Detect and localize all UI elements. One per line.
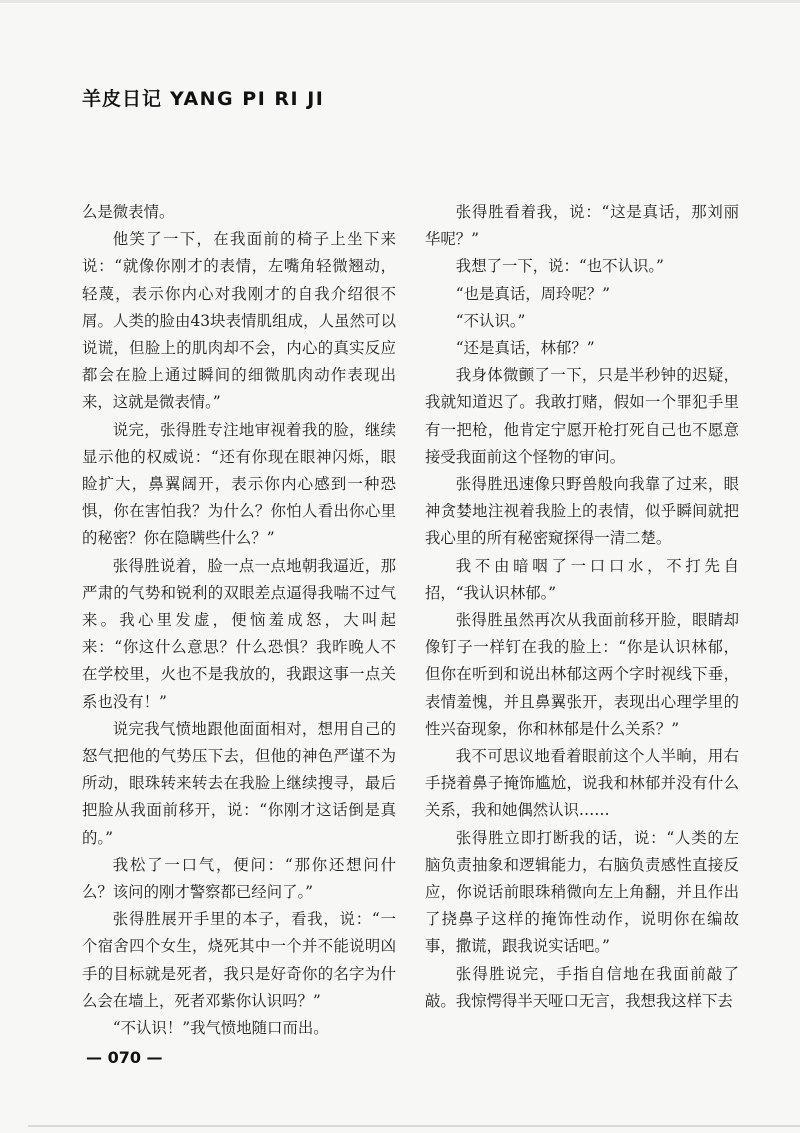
right-text-column — [425, 199, 739, 1015]
header-title-pinyin: YANG PI RI JI — [170, 88, 325, 110]
paragraph: “不认识。” — [455, 311, 526, 330]
paragraph: “不认识！”我气愤地随口而出。 — [112, 1019, 329, 1038]
header-title-chinese: 羊皮日记 — [82, 88, 163, 110]
paragraph: 张得胜虽然再次从我面前移开脸，眼睛却像钉子一样钉在我的脸上：“你是认识林郁，但你在听到和说出林郁这两个字时视线下垂，表情羞愧，并且鼻翼张开，表现出心理学里的性兴奋现象，你和林郁是什么关系？” — [425, 611, 739, 738]
paragraph: “还是真话，林郁？” — [455, 339, 595, 358]
paragraph: 张得胜说着，脸一点一点地朝我逼近，那严肃的气势和锐利的双眼差点逼得我喘不过气来。我心里发虚，便恼羞成怒，大叫起来：“你这什么意思？什么恐惧？我昨晚人不在学校里，火也不是我放的，我跟这事一点关系也没有！” — [82, 556, 396, 711]
paragraph: 我想了一下，说：“也不认识。” — [455, 257, 664, 276]
paragraph: 说完我气愤地跟他面面相对，想用自己的怒气把他的气势压下去，但他的神色严谨不为所动，眼珠转来转去在我脸上继续搜寻，最后把脸从我面前移开，说：“你刚才这话倒是真的。” — [82, 719, 396, 847]
paragraph: 说完，张得胜专注地审视着我的脸，继续显示他的权威说：“还有你现在眼神闪烁，眼睑扩大，鼻翼阔开，表示你内心感到一种恐惧，你在害怕我？为什么？你怕人看出你心里的秘密？你在隐瞒些什么？” — [82, 420, 396, 548]
paragraph: “也是真话，周玲呢？” — [455, 284, 611, 303]
left-text-column — [82, 199, 396, 1042]
paragraph: 张得胜看着我，说：“这是真话，那刘丽华呢？” — [425, 203, 739, 249]
paragraph: 张得胜迅速像只野兽般向我靠了过来，眼神贪婪地注视着我脸上的表情，似乎瞬间就把我心里的所有秘密窥探得一清二楚。 — [425, 475, 739, 548]
running-header — [82, 84, 324, 111]
paragraph: 他笑了一下，在我面前的椅子上坐下来说：“就像你刚才的表情，左嘴角轻微翘动，轻蔑，表示你内心对我刚才的自我介绍很不屑。人类的脸由43块表情肌组成，人虽然可以说谎，但脸上的肌肉却不会，内心的真实反应都会在脸上通过瞬间的细微肌肉动作表现出来，这就是微表情。” — [82, 230, 396, 412]
paragraph: 张得胜展开手里的本子，看我，说：“一个宿舍四个女生，烧死其中一个并不能说明凶手的目标就是死者，我只是好奇你的名字为什么会在墙上，死者邓紫你认识吗？” — [82, 910, 396, 1010]
paragraph: 我不可思议地看着眼前这个人半晌，用右手挠着鼻子掩饰尴尬，说我和林郁并没有什么关系，我和她偶然认识…… — [425, 747, 739, 820]
paragraph: 么是微表情。 — [82, 203, 175, 221]
page-edge-top — [0, 0, 800, 3]
page-number: — 070 — — [86, 1048, 163, 1067]
paragraph: 我松了一口气，便问：“那你还想问什么？该问的刚才警察都已经问了。” — [82, 855, 396, 902]
paragraph: 我不由暗咽了一口口水，不打先自招，“我认识林郁。” — [425, 556, 739, 602]
paragraph: 我身体微颤了一下，只是半秒钟的迟疑，我就知道迟了。我敢打赌，假如一个罪犯手里有一把枪，他肯定宁愿开枪打死自己也不愿意接受我面前这个怪物的审问。 — [425, 366, 739, 466]
paragraph: 张得胜说完，手指自信地在我面前敲了敲。我惊愕得半天哑口无言，我想我这样下去 — [425, 964, 739, 1010]
paragraph: 张得胜立即打断我的话，说：“人类的左脑负责抽象和逻辑能力，右脑负责感性直接反应，你说话前眼珠稍微向左上角翻，并且作出了挠鼻子这样的掩饰性动作，说明你在编故事，撒谎，跟我说实话吧。” — [425, 828, 739, 956]
page-edge-bottom — [28, 1125, 800, 1127]
